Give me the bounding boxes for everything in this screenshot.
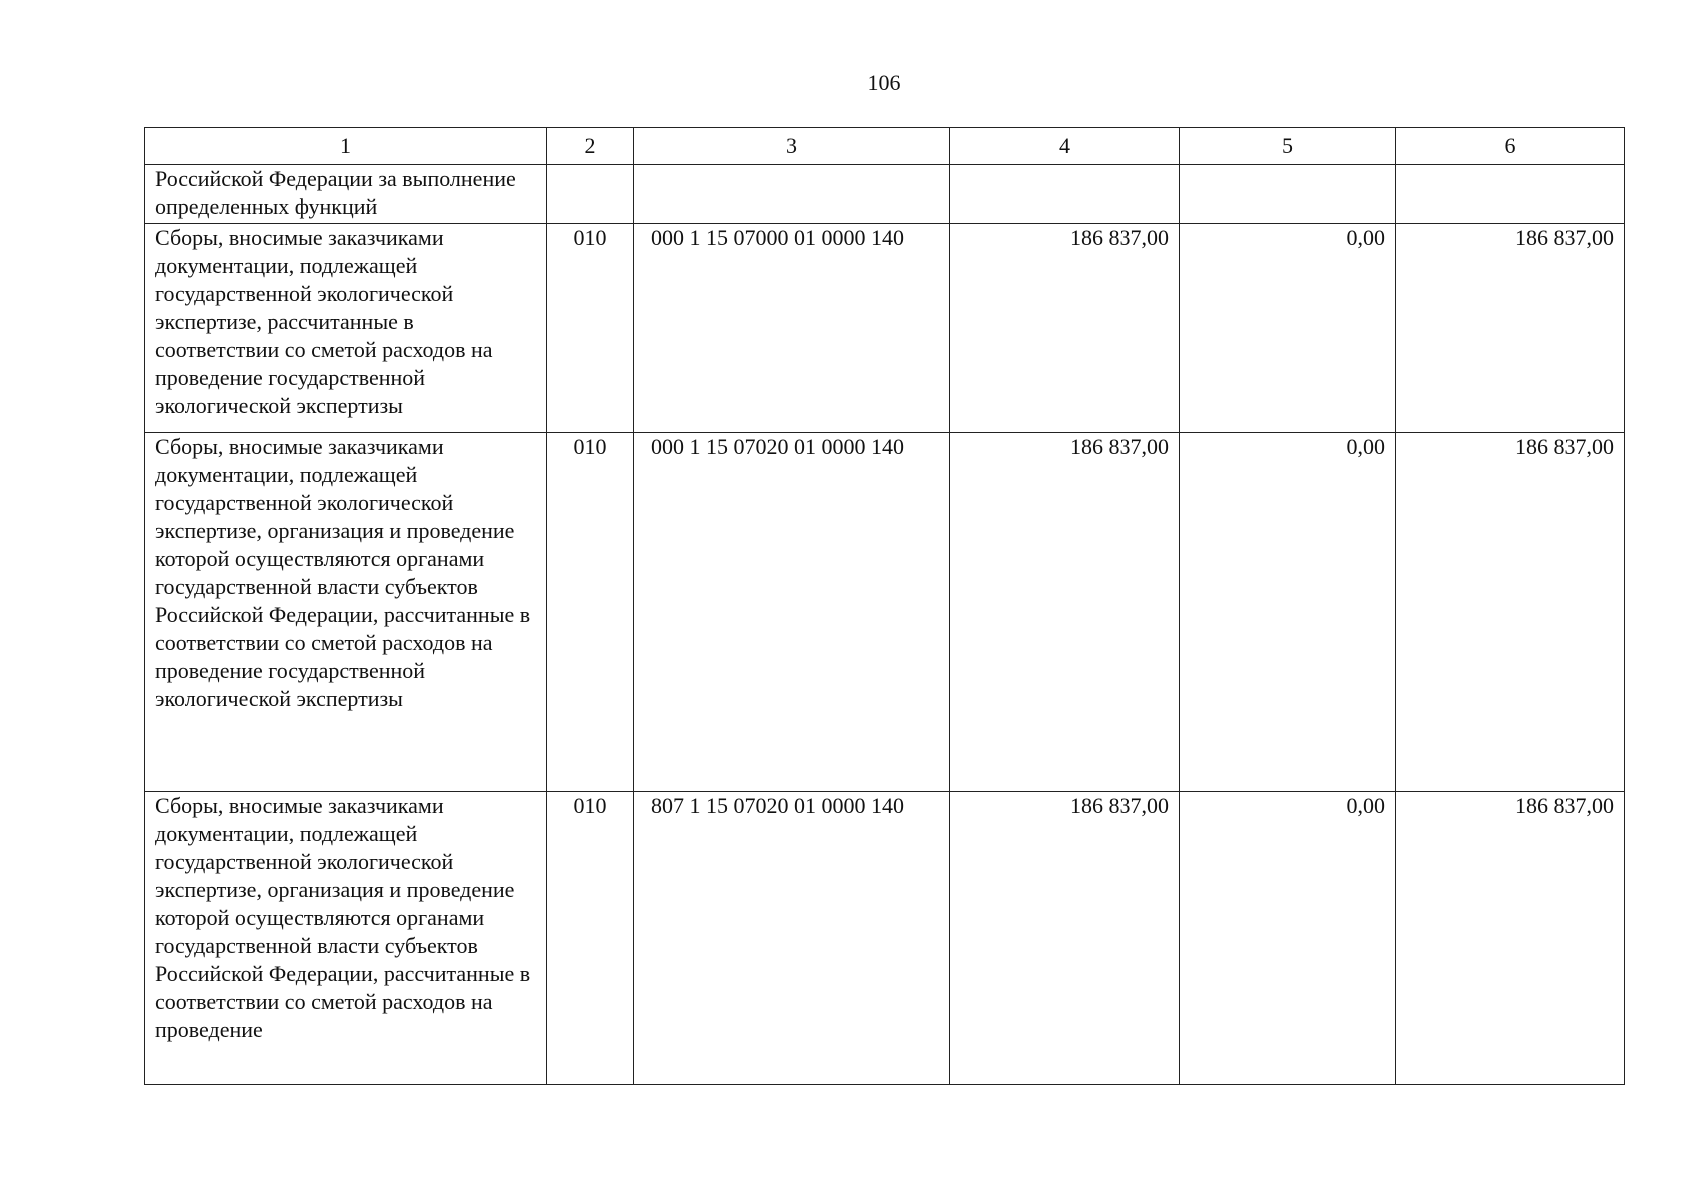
row-code-cell: 010 [547, 792, 634, 1085]
header-col-2: 2 [547, 128, 634, 165]
row-kbk-cell: 807 1 15 07020 01 0000 140 [634, 792, 950, 1085]
row-col6-cell [1396, 165, 1625, 224]
row-name-text: Сборы, вносимые заказчиками документации, подлежащей государственной экологической экспертизе, организация и проведение которой осуществляются органами государственной власти субъектов Российской Федерации, рассчитанные в соответствии со сметой расходов на проведение [155, 793, 531, 1042]
header-col-5: 5 [1180, 128, 1396, 165]
row-name-cell [145, 165, 547, 224]
row-col5-cell [1180, 165, 1396, 224]
table-header-row [145, 128, 1625, 165]
row-col4-cell: 186 837,00 [950, 433, 1180, 792]
revenue-table [144, 127, 1625, 1085]
header-col-6: 6 [1396, 128, 1625, 165]
header-col-3: 3 [634, 128, 950, 165]
row-kbk-cell [634, 165, 950, 224]
row-col4-cell [950, 165, 1180, 224]
row-col6-cell: 186 837,00 [1396, 792, 1625, 1085]
row-code-cell: 010 [547, 224, 634, 433]
row-name-cell [145, 792, 547, 1085]
row-code-cell [547, 165, 634, 224]
table-row [145, 792, 1625, 1085]
row-code-cell: 010 [547, 433, 634, 792]
row-name-text: Сборы, вносимые заказчиками документации, подлежащей государственной экологической экспертизе, организация и проведение которой осуществляются органами государственной власти субъектов Российской Федерации, рассчитанные в соответствии со сметой расходов на проведение государственной экологической экспертизы [155, 434, 531, 711]
row-kbk-cell: 000 1 15 07000 01 0000 140 [634, 224, 950, 433]
row-col4-cell: 186 837,00 [950, 792, 1180, 1085]
header-col-1: 1 [145, 128, 547, 165]
row-name-text: Российской Федерации за выполнение определенных функций [155, 166, 516, 219]
table-row [145, 165, 1625, 224]
page-number: 106 [867, 70, 901, 95]
header-col-4: 4 [950, 128, 1180, 165]
row-name-text: Сборы, вносимые заказчиками документации, подлежащей государственной экологической экспертизе, рассчитанные в соответствии со сметой расходов на проведение государственной экологической экспертизы [155, 225, 493, 418]
row-col5-cell: 0,00 [1180, 792, 1396, 1085]
table-row [145, 433, 1625, 792]
row-kbk-cell: 000 1 15 07020 01 0000 140 [634, 433, 950, 792]
row-name-cell [145, 433, 547, 792]
row-col6-cell: 186 837,00 [1396, 224, 1625, 433]
row-name-cell [145, 224, 547, 433]
row-col4-cell: 186 837,00 [950, 224, 1180, 433]
row-col5-cell: 0,00 [1180, 433, 1396, 792]
row-col6-cell: 186 837,00 [1396, 433, 1625, 792]
table-row [145, 224, 1625, 433]
row-col5-cell: 0,00 [1180, 224, 1396, 433]
